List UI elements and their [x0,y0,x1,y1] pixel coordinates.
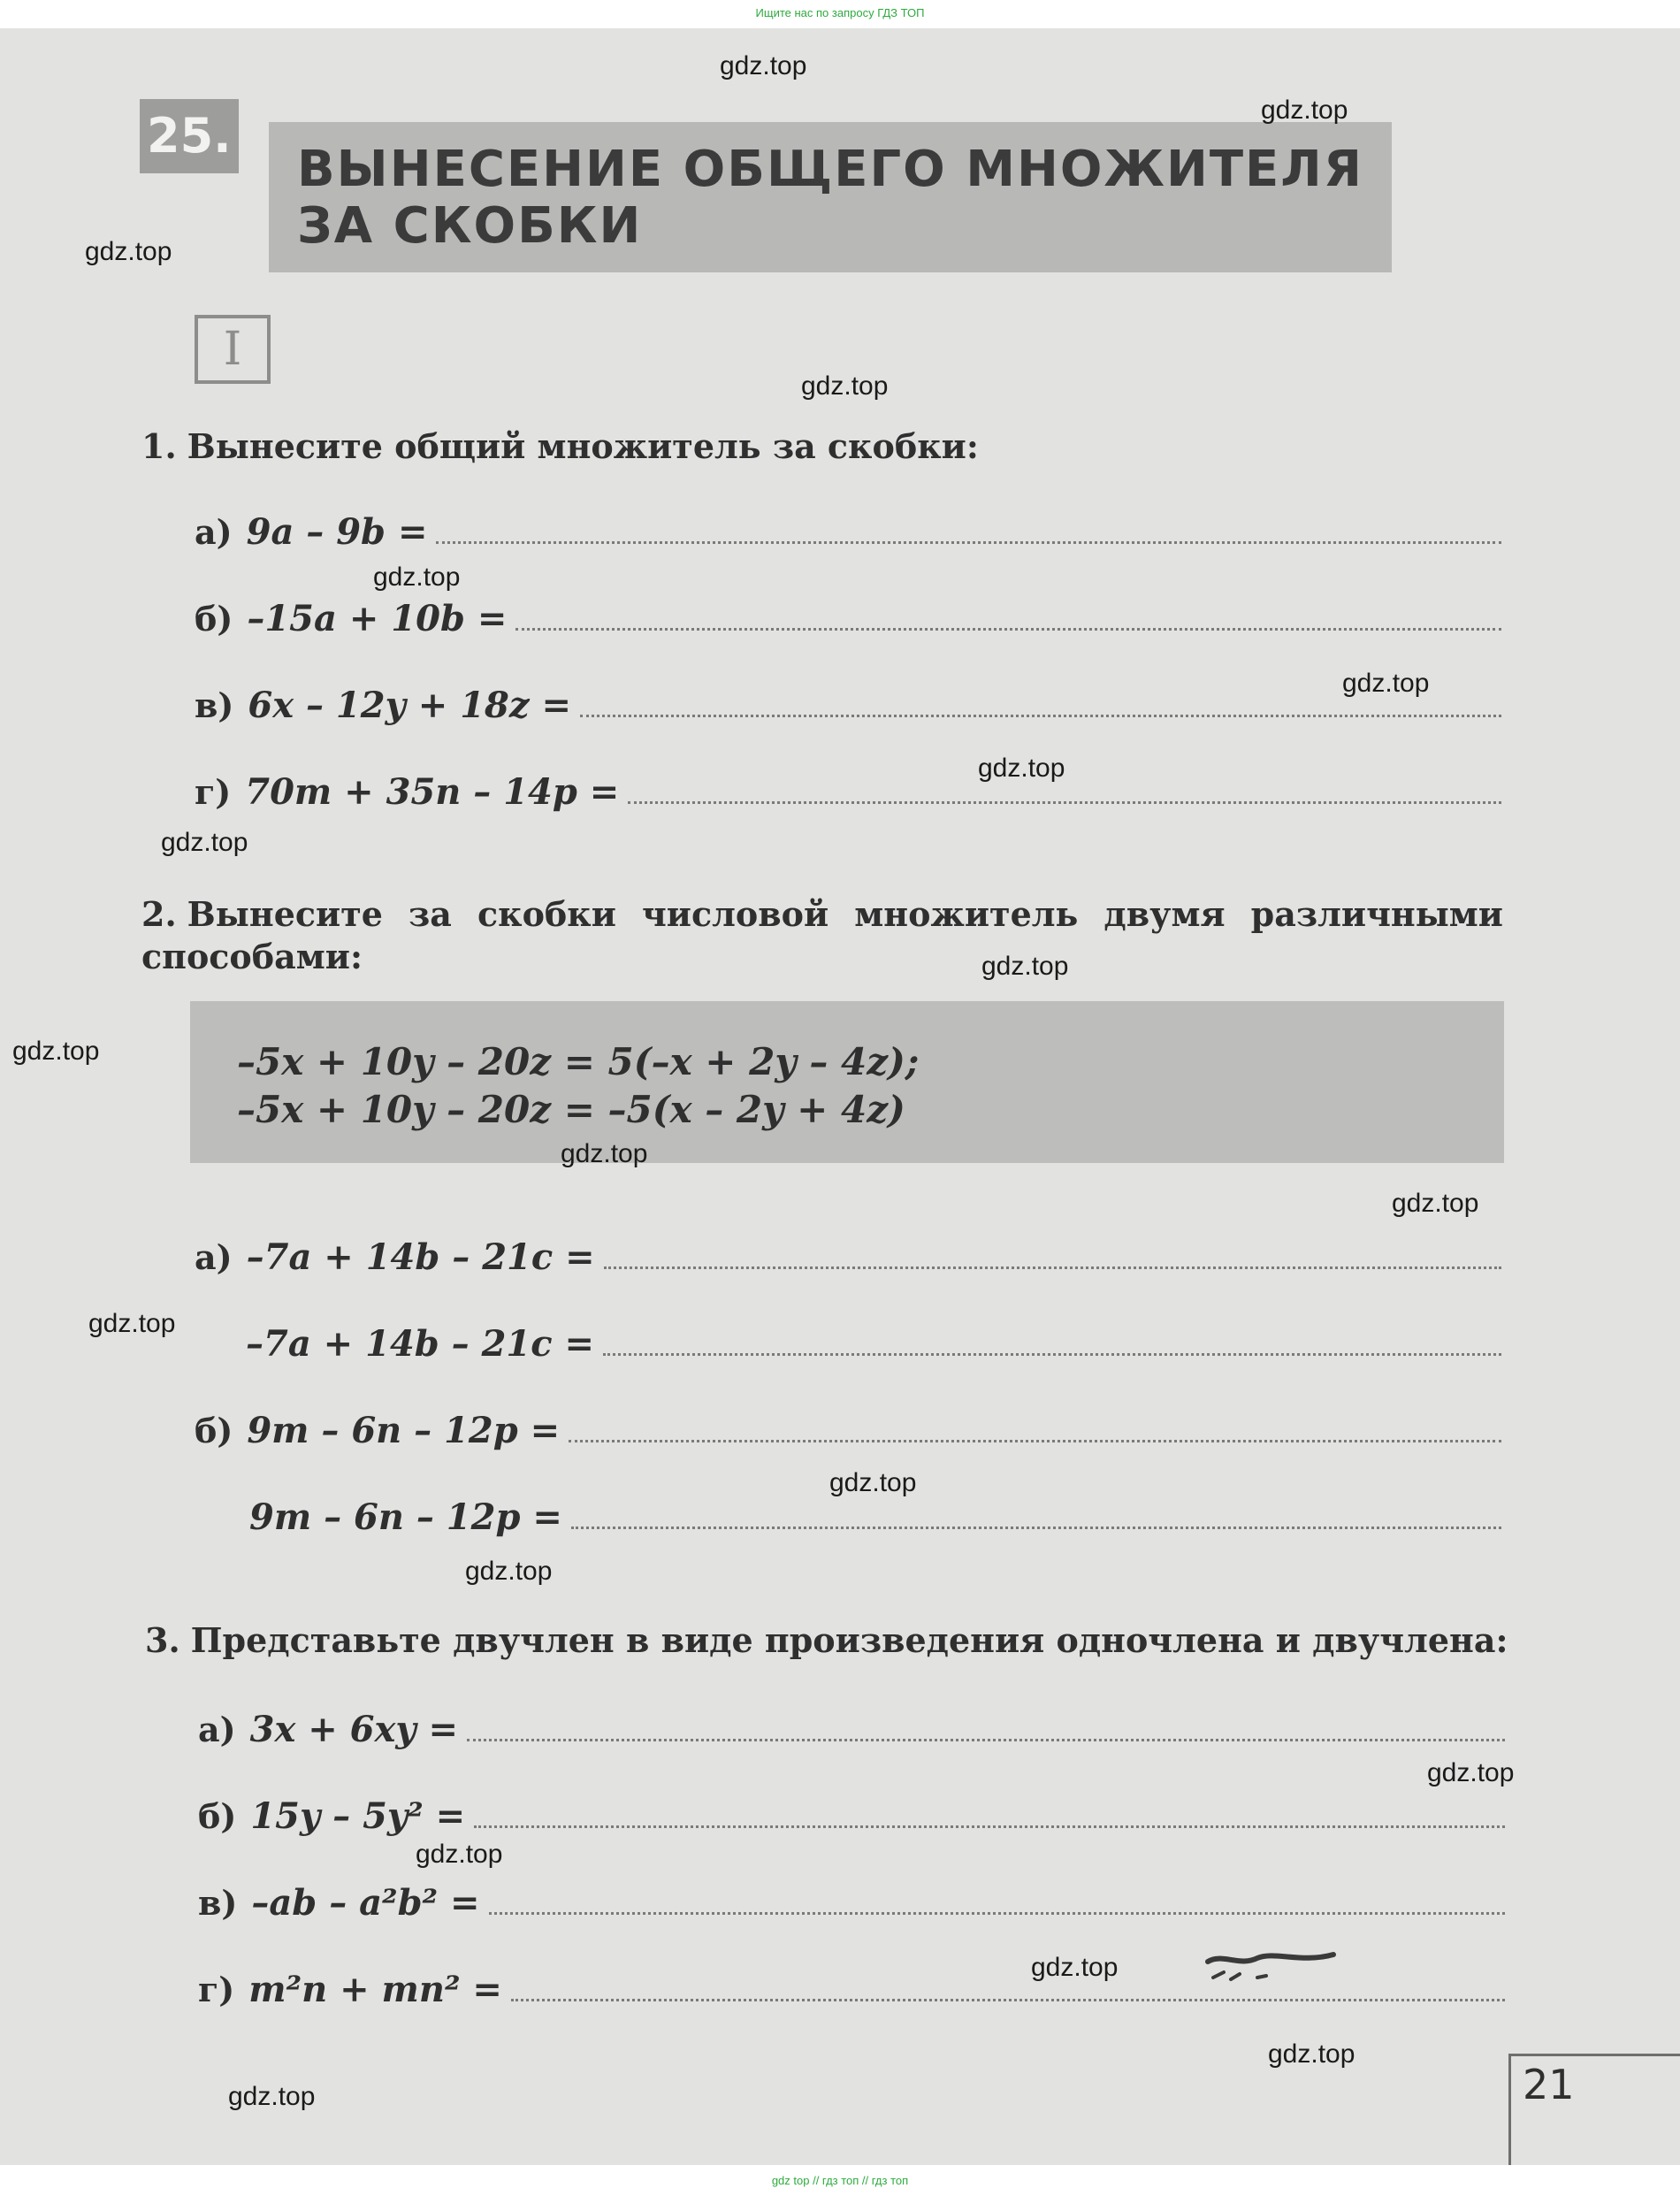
task-3-number: 3. [145,1620,180,1660]
task-2-text: Вынесите за скобки числовой множитель двумя различными способами: [141,894,1503,976]
watermark: gdz.top [1261,96,1348,125]
watermark: gdz.top [561,1139,648,1168]
task-2-item-b-alt [249,1496,1501,1538]
item-expression: 15y – 5y² = [250,1795,466,1837]
watermark: gdz.top [829,1468,917,1497]
lesson-number: 25. [140,99,239,173]
item-letter: а) [198,1710,236,1749]
answer-line[interactable] [571,1502,1501,1529]
item-letter: г) [195,772,232,812]
watermark: gdz.top [1392,1189,1479,1218]
item-expression: 6x – 12y + 18z = [248,685,572,726]
item-expression: 9a – 9b = [246,511,428,553]
watermark: gdz.top [465,1557,553,1586]
task-2-item-b [195,1410,1501,1451]
top-banner[interactable]: Ищите нас по запросу ГДЗ ТОП [755,6,925,19]
answer-line[interactable] [511,1974,1505,2001]
item-expression: –ab – a²b² = [251,1882,480,1924]
item-letter: а) [195,1237,233,1277]
task-2-item-a-alt [246,1323,1501,1365]
bottom-banner[interactable]: gdz top // гдз топ // гдз топ [771,2174,909,2187]
task-1-heading [141,426,979,466]
answer-line[interactable] [436,516,1501,544]
item-letter: б) [198,1796,237,1836]
item-letter: б) [195,1411,233,1450]
watermark: gdz.top [373,562,461,592]
answer-line[interactable] [467,1714,1505,1741]
watermark: gdz.top [1268,2039,1355,2069]
item-expression: 9m – 6n – 12p = [249,1496,562,1538]
task-2-number: 2. [141,894,177,934]
item-letter: б) [195,599,233,639]
level-badge: I [195,315,271,384]
item-letter: в) [198,1883,238,1923]
answer-line[interactable] [569,1415,1501,1442]
watermark: gdz.top [416,1840,503,1869]
example-line-1: –5x + 10y – 20z = 5(–x + 2y – 4z); [237,1040,920,1083]
item-letter: а) [195,512,233,552]
item-expression: 9m – 6n – 12p = [247,1410,561,1451]
answer-line[interactable] [515,603,1501,631]
task-1-item-c [195,685,1501,726]
task-3-item-a [198,1709,1505,1750]
watermark: gdz.top [85,237,172,266]
watermark: gdz.top [228,2082,316,2111]
watermark: gdz.top [801,371,889,401]
item-expression: 3x + 6xy = [249,1709,459,1750]
item-letter: г) [198,1970,235,2009]
answer-line[interactable] [603,1328,1501,1356]
item-expression: –15a + 10b = [247,598,508,639]
item-expression: –7a + 14b – 21c = [246,1236,595,1278]
item-expression: 70m + 35n – 14p = [245,771,620,813]
task-3-text: Представьте двучлен в виде произведения одночлена и двучлена: [190,1620,1508,1660]
task-1-item-d [195,771,1501,813]
task-1-item-b [195,598,1501,639]
watermark: gdz.top [978,754,1065,783]
title-line-1: ВЫНЕСЕНИЕ ОБЩЕГО МНОЖИТЕЛЯ [297,141,1363,198]
watermark: gdz.top [981,952,1069,981]
watermark: gdz.top [88,1309,176,1338]
watermark: gdz.top [1031,1953,1119,1982]
page-number: 21 [1523,2061,1575,2108]
task-1-item-a [195,511,1501,553]
task-2-item-a [195,1236,1501,1278]
watermark: gdz.top [1427,1758,1515,1787]
item-letter: в) [195,685,234,725]
task-1-number: 1. [141,426,177,466]
item-expression: m²n + mn² = [248,1969,502,2010]
watermark: gdz.top [161,828,248,857]
answer-line[interactable] [489,1887,1506,1915]
answer-line[interactable] [474,1801,1505,1828]
task-3-item-c [198,1882,1505,1924]
watermark: gdz.top [12,1037,100,1066]
answer-line[interactable] [604,1242,1501,1269]
task-3-item-b [198,1795,1505,1837]
task-1-text: Вынесите общий множитель за скобки: [187,426,979,466]
title-line-2: ЗА СКОБКИ [297,197,643,255]
item-expression: –7a + 14b – 21c = [246,1323,595,1365]
task-3-heading [145,1620,1508,1660]
example-line-2: –5x + 10y – 20z = –5(x – 2y + 4z) [237,1088,905,1131]
page-title [297,142,1363,255]
watermark: gdz.top [1342,669,1430,698]
watermark: gdz.top [720,51,807,80]
ink-smudge [1204,1949,1337,1985]
